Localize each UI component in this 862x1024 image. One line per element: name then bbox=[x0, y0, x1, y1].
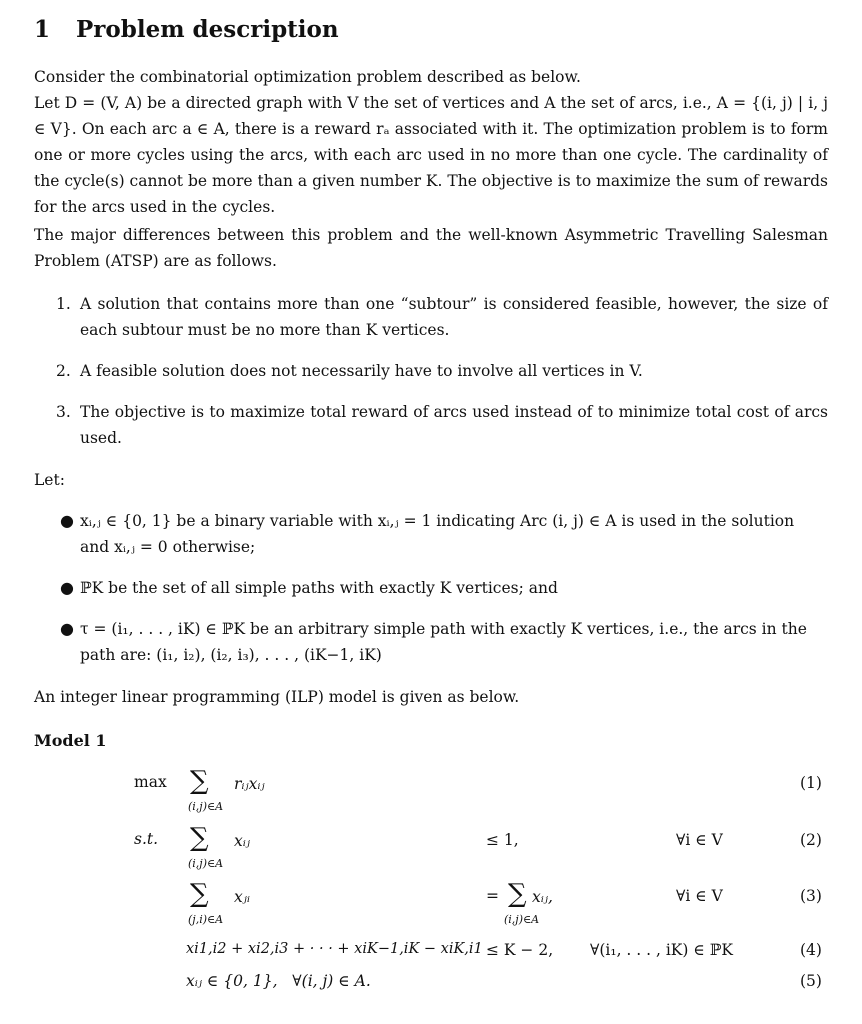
list-item-text: A feasible solution does not necessarily have to involve all vertices in V. bbox=[80, 362, 643, 380]
list-marker: 2. bbox=[56, 362, 71, 380]
equation-5-body: xᵢⱼ ∈ {0, 1}, ∀(i, j) ∈ A. bbox=[186, 972, 371, 990]
equation-1-subscript: (i,j)∈A bbox=[188, 800, 224, 813]
equation-1-sum bbox=[190, 768, 209, 794]
equation-number: (5) bbox=[800, 972, 822, 990]
equation-3-relation: = bbox=[486, 887, 499, 905]
model-title: Model 1 bbox=[34, 731, 107, 750]
sum-symbol: ∑ bbox=[190, 823, 209, 853]
intro-paragraph-3: The major differences between this problem and the well-known Asymmetric Travelling Salesman Problem (ATSP) are as follows. bbox=[34, 226, 828, 270]
equation-3-subscript: (j,i)∈A bbox=[188, 913, 224, 926]
equation-4-quantifier: ∀(i₁, . . . , iK) ∈ ℙK bbox=[590, 941, 733, 959]
list-item-text: xᵢ,ⱼ ∈ {0, 1} be a binary variable with xᵢ,ⱼ = 1 indicating Arc (i, j) ∈ A is used in the solution and xᵢ,ⱼ = 0 otherwise; bbox=[80, 512, 795, 556]
equation-number: (4) bbox=[800, 941, 822, 959]
intro-paragraph-1: Consider the combinatorial optimization problem described as below. bbox=[34, 68, 581, 86]
equation-3-rhs-body: xᵢⱼ, bbox=[532, 888, 553, 906]
list-item bbox=[34, 508, 828, 560]
equation-number: (2) bbox=[800, 831, 822, 849]
equation-3-body: xⱼᵢ bbox=[234, 888, 250, 906]
section-title: Problem description bbox=[76, 16, 339, 43]
sum-symbol: ∑ bbox=[190, 879, 209, 909]
list-item-text: ℙK be the set of all simple paths with exactly K vertices; and bbox=[80, 579, 558, 597]
equation-3-quantifier: ∀i ∈ V bbox=[676, 887, 723, 905]
equation-2-relation: ≤ 1, bbox=[486, 831, 519, 849]
list-marker: 1. bbox=[56, 295, 71, 313]
equation-number: (1) bbox=[800, 774, 822, 792]
bullet-icon: ● bbox=[60, 511, 74, 530]
list-item bbox=[34, 291, 828, 343]
equation-2-sum bbox=[190, 825, 209, 851]
equation-2-body: xᵢⱼ bbox=[234, 832, 250, 850]
equation-3-rhs-sum bbox=[508, 881, 527, 907]
list-item bbox=[34, 399, 828, 451]
sum-symbol: ∑ bbox=[508, 879, 527, 909]
objective-label: max bbox=[134, 773, 167, 791]
equation-2-subscript: (i,j)∈A bbox=[188, 857, 224, 870]
section-number: 1 bbox=[34, 16, 51, 43]
sum-symbol: ∑ bbox=[190, 766, 209, 796]
subject-to-label: s.t. bbox=[134, 830, 159, 848]
equation-number: (3) bbox=[800, 887, 822, 905]
equation-2-quantifier: ∀i ∈ V bbox=[676, 831, 723, 849]
bullet-icon: ● bbox=[60, 619, 74, 638]
list-item bbox=[34, 616, 828, 668]
let-label: Let: bbox=[34, 471, 65, 489]
section-heading bbox=[34, 16, 339, 43]
bullet-icon: ● bbox=[60, 578, 74, 597]
equation-3-rhs-subscript: (i,j)∈A bbox=[504, 913, 540, 926]
list-item bbox=[34, 575, 828, 601]
list-item bbox=[34, 358, 828, 384]
list-marker: 3. bbox=[56, 403, 71, 421]
list-item-text: The objective is to maximize total reward of arcs used instead of to minimize total cost of arcs used. bbox=[80, 403, 828, 447]
list-item-text: A solution that contains more than one “subtour” is considered feasible, however, the size of each subtour must be no more than K vertices. bbox=[80, 295, 828, 339]
ilp-intro: An integer linear programming (ILP) model is given as below. bbox=[34, 688, 520, 706]
equation-4-relation: ≤ K − 2, bbox=[486, 941, 554, 959]
equation-3-sum bbox=[190, 881, 209, 907]
equation-4-body: xi1,i2 + xi2,i3 + · · · + xiK−1,iK − xiK,i1 bbox=[186, 941, 483, 957]
intro-paragraph-2: Let D = (V, A) be a directed graph with V the set of vertices and A the set of arcs, i.e., A = {(i, j) | i, j ∈ V}. On each arc a ∈ A, there is a reward rₐ associated with it. The optimization problem is to form one or more cycles using the arcs, with each arc used in no more than one cycle. The cardinality of the cycle(s) cannot be more than a given number K. The objective is to maximize the sum of rewards for the arcs used in the cycles. bbox=[34, 94, 828, 216]
list-item-text: τ = (i₁, . . . , iK) ∈ ℙK be an arbitrary simple path with exactly K vertices, i.e., the arcs in the path are: (i₁, i₂), (i₂, i₃), . . . , (iK−1, iK) bbox=[80, 620, 807, 664]
equation-1-body: rᵢⱼxᵢⱼ bbox=[234, 775, 265, 793]
